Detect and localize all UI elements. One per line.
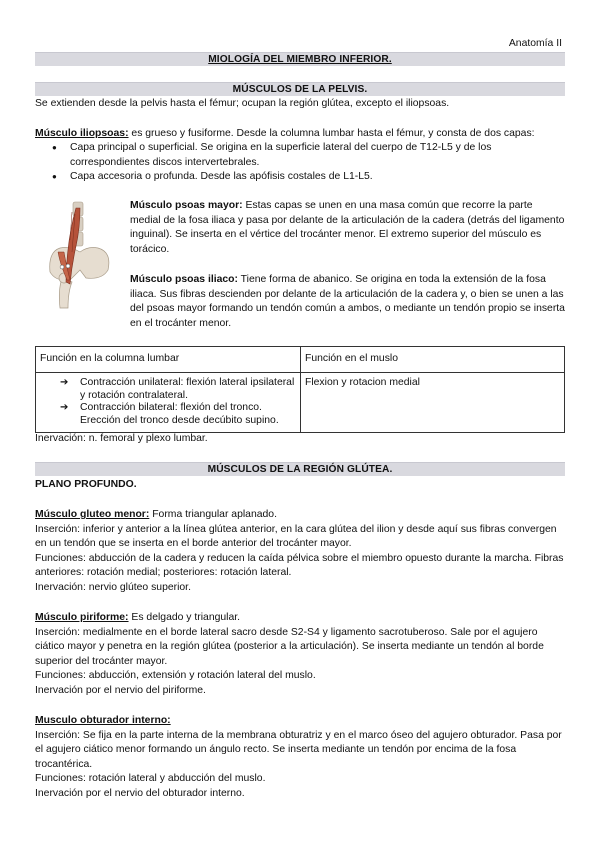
- piriforme-inervacion: Inervación por el nervio del piriforme.: [35, 684, 206, 696]
- list-item: ● Capa accesoria o profunda. Desde las apófisis costales de L1-L5.: [52, 170, 557, 185]
- gluteo-menor-section: [35, 508, 565, 596]
- table-header-row: [36, 347, 565, 373]
- psoas-mayor-text: Estas capas se unen en una masa común que recorre la parte medial de la fosa iliaca y pasa por delante de la articulación de la cadera (detrás del ligamento inguinal). Se inserta en el vértice del trocánter menor. El extremo superior del músculo es torácico.: [130, 200, 565, 255]
- iliopsoas-text: es grueso y fusiforme. Desde la columna lumbar hasta el fémur, y consta de dos capas:: [128, 128, 535, 139]
- gluteal-heading: MÚSCULOS DE LA REGIÓN GLÚTEA.: [35, 462, 565, 476]
- iliopsoas-paragraph: [35, 127, 565, 142]
- gluteo-menor-inervacion: Inervación: nervio glúteo superior.: [35, 581, 191, 593]
- piriforme-label: Músculo piriforme:: [35, 612, 129, 623]
- obturador-insercion: Inserción: Se fija en la parte interna de la membrana obturatriz y en el marco óseo del agujero obturador. Pasa por el agujero ciático menor formando un ángulo recto. Se inserta mediante un tendón por encima de la fosa trocantérica.: [35, 729, 562, 770]
- table-header-cell: Función en el muslo: [301, 347, 565, 373]
- iliopsoas-bullet-list: [52, 141, 557, 185]
- list-item: ● Capa principal o superficial. Se origina en la superficie lateral del cuerpo de T12-L5 y de los correspondientes discos intervertebrales.: [52, 141, 557, 170]
- piriforme-insercion: Inserción: medialmente en el borde lateral sacro desde S2-S4 y ligamento sacrotuberoso. Sale por el agujero ciático mayor y penetra en la región glútea (posterior a la articulación). Se inserta mediante un tendón al borde superior del trocánter mayor.: [35, 626, 544, 667]
- table-cell-muslo: Flexion y rotacion medial: [301, 373, 565, 433]
- gluteo-menor-title: [35, 508, 565, 523]
- obturador-inervacion: Inervación por el nervio del obturador interno.: [35, 787, 245, 799]
- lumbar-function-list: [40, 377, 296, 427]
- table-header-cell: Función en la columna lumbar: [36, 347, 301, 373]
- psoas-mayor-label: Músculo psoas mayor:: [130, 200, 243, 211]
- course-header: Anatomía II: [508, 38, 562, 49]
- main-title-bar: [35, 52, 565, 66]
- gluteo-menor-insercion: Inserción: inferior y anterior a la línea glútea anterior, en la cara glútea del ilion y desde aquí sus fibras convergen en un tendón que se inserta en el borde anterior del trocánter mayor.: [35, 523, 557, 550]
- hip-muscle-illustration: [40, 200, 120, 310]
- pelvis-intro: Se extienden desde la pelvis hasta el fémur; ocupan la región glútea, excepto el iliopsoas.: [35, 98, 450, 109]
- psoas-iliaco-paragraph: [130, 273, 565, 331]
- function-table: [35, 346, 565, 433]
- table-cell-lumbar: [36, 373, 301, 433]
- gluteal-subheading: PLANO PROFUNDO.: [35, 479, 137, 490]
- list-item: ➔ Contracción bilateral: flexión del tronco. Erección del tronco desde decúbito supino.: [60, 402, 296, 427]
- pelvis-heading: MÚSCULOS DE LA PELVIS.: [35, 82, 565, 96]
- obturador-section: [35, 714, 565, 802]
- iliopsoas-label: Músculo iliopsoas:: [35, 128, 129, 139]
- iliopsoas-innervation: Inervación: n. femoral y plexo lumbar.: [35, 433, 208, 444]
- piriforme-funciones: Funciones: abducción, extensión y rotación lateral del muslo.: [35, 670, 316, 682]
- psoas-mayor-paragraph: [130, 199, 565, 257]
- psoas-iliaco-label: Músculo psoas iliaco:: [130, 274, 238, 285]
- iliopsoas-anatomy-image: [40, 200, 120, 310]
- main-title: MIOLOGÍA DEL MIEMBRO INFERIOR.: [208, 54, 392, 65]
- gluteo-menor-label: Músculo gluteo menor:: [35, 509, 150, 520]
- obturador-label: Musculo obturador interno:: [35, 715, 171, 726]
- psoas-iliaco-text: Tiene forma de abanico. Se origina en toda la extensión de la fosa iliaca. Sus fibras descienden por delante de la articulación de la cadera y, o bien se unen a las del psoas mayor formando un tendón común a ambos, o mediante un tendón propio se inserta en el trocánter menor.: [130, 274, 565, 329]
- gluteo-menor-intro: Forma triangular aplanado.: [149, 509, 277, 520]
- list-item: ➔ Contracción unilateral: flexión lateral ipsilateral y rotación contralateral.: [60, 377, 296, 402]
- gluteo-menor-funciones: Funciones: abducción de la cadera y reducen la caída pélvica sobre el miembro opuesto durante la marcha. Fibras anteriores: rotación medial; posteriores: rotación lateral.: [35, 552, 564, 579]
- obturador-funciones: Funciones: rotación lateral y abducción del muslo.: [35, 773, 266, 785]
- piriforme-intro: Es delgado y triangular.: [128, 612, 241, 623]
- piriforme-section: [35, 611, 565, 699]
- piriforme-title: [35, 611, 565, 626]
- table-row: [36, 373, 565, 433]
